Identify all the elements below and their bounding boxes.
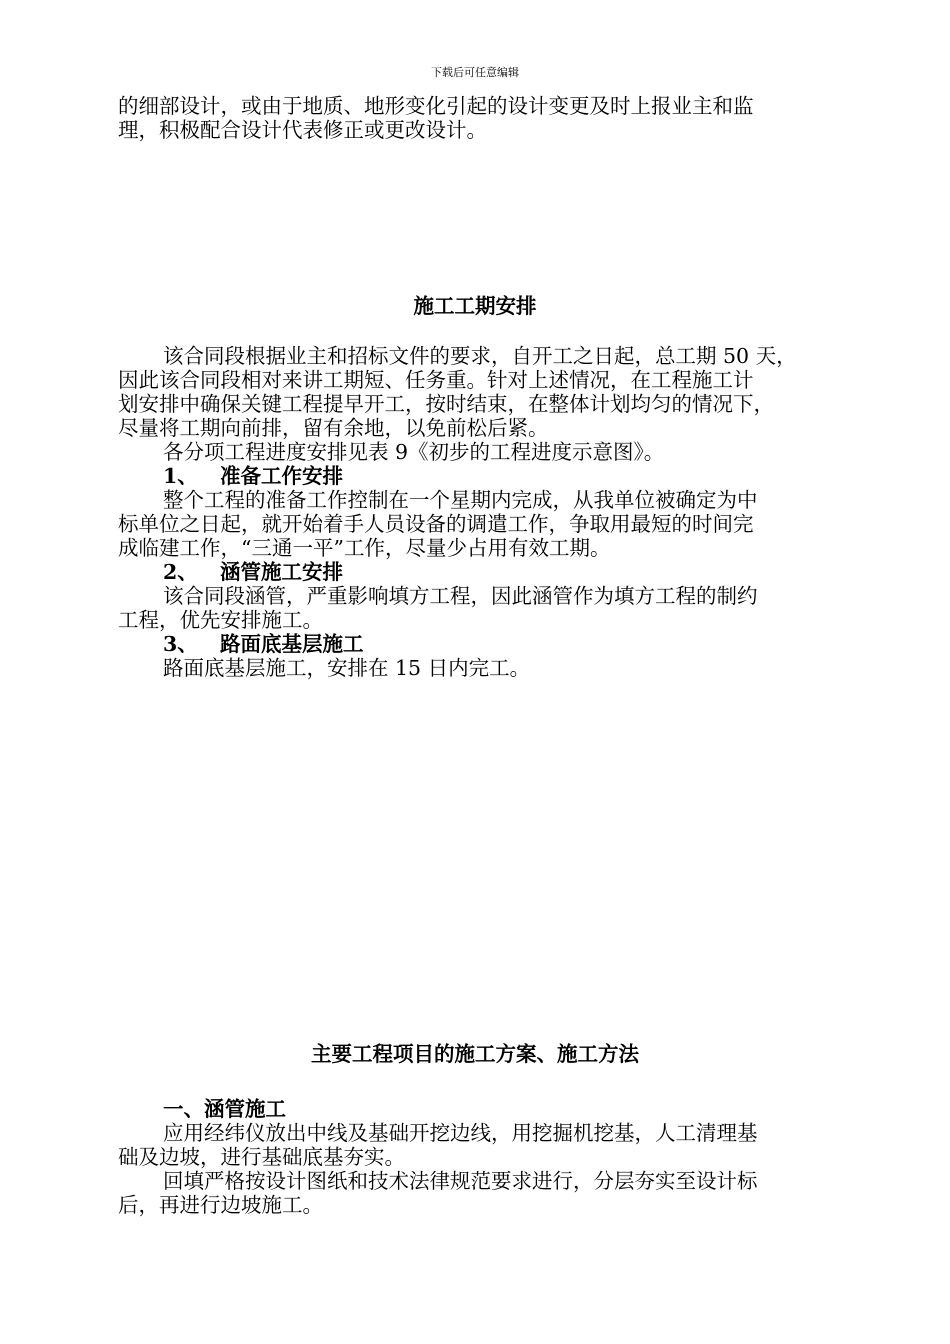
intro-line: 理，积极配合设计代表修正或更改设计。 — [118, 118, 487, 142]
intro-paragraph — [118, 94, 880, 142]
item-number: 1、 — [163, 464, 198, 488]
paragraph-line: 后，再进行边坡施工。 — [118, 1193, 323, 1217]
paragraph-line: 标单位之日起，就开始着手人员设备的调遣工作，争取用最短的时间完 — [118, 512, 754, 536]
paragraph-line: 工程，优先安排施工。 — [118, 608, 323, 632]
paragraph-line: 应用经纬仪放出中线及基础开挖边线，用挖掘机挖基，人工清理基 — [163, 1121, 758, 1145]
item-number: 3、 — [163, 632, 198, 656]
paragraph-line: 该合同段涵管，严重影响填方工程，因此涵管作为填方工程的制约 — [163, 584, 758, 608]
paragraph-line: 各分项工程进度安排见表 9《初步的工程进度示意图》。 — [163, 440, 665, 464]
page-header-note: 下载后可任意编辑 — [431, 66, 519, 79]
subheading-culvert: 一、涵管施工 — [163, 1097, 286, 1121]
item-title: 路面底基层施工 — [220, 632, 364, 656]
item-heading-subbase — [118, 632, 880, 656]
section-title-schedule: 施工工期安排 — [413, 294, 537, 318]
paragraph-line: 成临建工作，“三通一平”工作，尽量少占用有效工期。 — [118, 536, 611, 560]
paragraph-line: 础及边坡，进行基础底基夯实。 — [118, 1145, 405, 1169]
schedule-paragraph — [118, 344, 880, 680]
paragraph-line: 整个工程的准备工作控制在一个星期内完成，从我单位被确定为中 — [163, 488, 758, 512]
methods-paragraph — [118, 1097, 880, 1217]
paragraph-line: 回填严格按设计图纸和技术法律规范要求进行，分层夯实至设计标 — [163, 1169, 758, 1193]
paragraph-line: 划安排中确保关键工程提早开工，按时结束，在整体计划均匀的情况下， — [118, 392, 774, 416]
item-title: 准备工作安排 — [220, 464, 343, 488]
intro-line: 的细部设计，或由于地质、地形变化引起的设计变更及时上报业主和监 — [118, 94, 754, 118]
item-heading-culvert — [118, 560, 880, 584]
paragraph-line: 因此该合同段相对来讲工期短、任务重。针对上述情况，在工程施工计 — [118, 368, 754, 392]
paragraph-line: 该合同段根据业主和招标文件的要求，自开工之日起，总工期 50 天， — [163, 344, 797, 368]
item-title: 涵管施工安排 — [220, 560, 343, 584]
paragraph-line: 尽量将工期向前排，留有余地，以免前松后紧。 — [118, 416, 549, 440]
item-heading-preparation — [118, 464, 880, 488]
section-title-methods: 主要工程项目的施工方案、施工方法 — [311, 1042, 639, 1066]
paragraph-line: 路面底基层施工，安排在 15 日内完工。 — [163, 656, 531, 680]
item-number: 2、 — [163, 560, 198, 584]
